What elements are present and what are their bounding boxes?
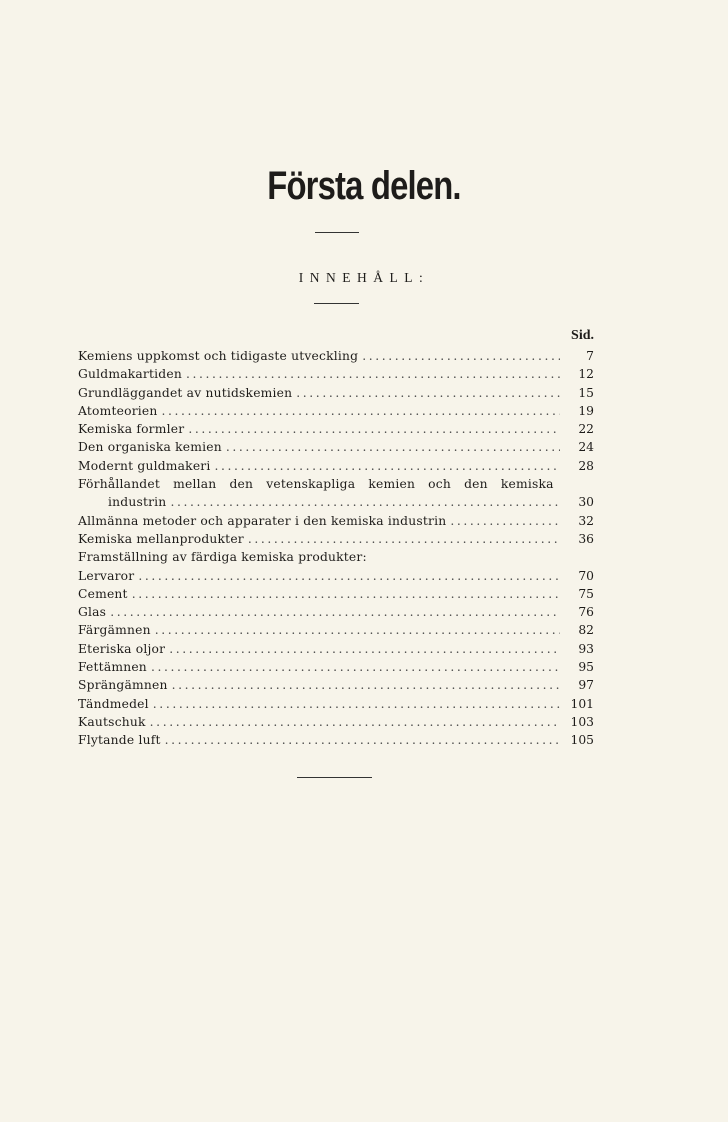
dot-leader: [296, 384, 560, 402]
dot-leader: [188, 420, 560, 438]
dot-leader: [248, 530, 560, 548]
toc-entry: [78, 365, 594, 383]
dot-leader: [226, 438, 560, 456]
toc-entry-page: 103: [570, 714, 594, 729]
toc-entry: [78, 713, 594, 731]
table-of-contents: [78, 328, 594, 750]
toc-entry: [78, 585, 594, 603]
toc-entry-page: 28: [578, 458, 594, 473]
toc-entry: [78, 384, 594, 402]
toc-entry-title: Förhållandet mellan den vetenskapliga kemien och den kemiska: [78, 477, 554, 492]
toc-entry-page: 15: [578, 385, 594, 400]
dot-leader: [162, 402, 561, 420]
dot-leader: [362, 347, 560, 365]
toc-entry-page: 70: [578, 568, 594, 583]
toc-entry-title: Glas: [78, 605, 107, 620]
toc-entry-page: 95: [578, 660, 594, 675]
toc-entry: [78, 640, 594, 658]
toc-entry: [78, 493, 594, 511]
toc-entry: [78, 731, 594, 749]
dot-leader: [450, 512, 560, 530]
dot-leader: [110, 603, 560, 621]
toc-entry-page: 101: [570, 696, 594, 711]
toc-entry: [78, 603, 594, 621]
toc-entry-title: Kemiens uppkomst och tidigaste utveckling: [78, 349, 359, 363]
toc-entry: [78, 457, 594, 475]
toc-entry-page: 36: [578, 531, 594, 546]
toc-entry-title: Atomteorien: [78, 403, 158, 418]
dot-leader: [371, 548, 560, 566]
toc-entry-title: Sprängämnen: [78, 678, 168, 693]
toc-entry-page: [560, 548, 594, 566]
dot-leader: [172, 676, 560, 694]
toc-entry-title: Guldmakartiden: [78, 367, 182, 382]
toc-entry-page: 12: [578, 367, 594, 382]
toc-entry-title: Modernt guldmakeri: [78, 458, 211, 473]
dot-leader: [132, 585, 560, 603]
dot-leader: [165, 731, 560, 749]
divider-top: [315, 232, 359, 233]
toc-entry: [78, 530, 594, 548]
toc-entry-page: 30: [578, 495, 594, 510]
dot-leader: [151, 658, 560, 676]
toc-entry-page: 32: [578, 513, 594, 528]
toc-entry-page: 93: [578, 641, 594, 656]
toc-entry: [78, 695, 594, 713]
dot-leader: [169, 640, 560, 658]
dot-leader: [215, 457, 560, 475]
dot-leader: [155, 621, 560, 639]
toc-entry-page: 75: [578, 586, 594, 601]
toc-entry-title: Grundläggandet av nutidskemien: [78, 385, 293, 400]
toc-entry-title: Lervaror: [78, 568, 135, 583]
toc-entry-page: 24: [578, 440, 594, 455]
toc-entry-page: 22: [578, 422, 594, 437]
toc-entry: [78, 548, 594, 566]
page-column-label: Sid.: [571, 328, 594, 343]
dot-leader: [170, 493, 560, 511]
toc-entry-page: 76: [578, 605, 594, 620]
toc-entry-title: Färgämnen: [78, 623, 151, 638]
toc-entry: [78, 621, 594, 639]
toc-entry-page: 19: [578, 403, 594, 418]
dot-leader: [186, 365, 560, 383]
toc-entry-title: Fettämnen: [78, 660, 147, 675]
dot-leader: [153, 695, 560, 713]
toc-entry: [78, 420, 594, 438]
toc-entry-title: Framställning av färdiga kemiska produkter:: [78, 550, 367, 565]
toc-entry: [78, 658, 594, 676]
toc-entry-page: 97: [578, 678, 594, 693]
toc-entry: [78, 676, 594, 694]
toc-entry-page: 7: [586, 349, 594, 363]
toc-entry-page: 105: [570, 733, 594, 748]
dot-leader: [138, 567, 560, 585]
toc-entry: [78, 567, 594, 585]
toc-entry-title: Allmänna metoder och apparater i den kemiska industrin: [78, 513, 447, 528]
toc-entry-title: industrin: [108, 495, 167, 510]
toc-entry: [78, 512, 594, 530]
page-title: Första delen.: [267, 164, 461, 208]
toc-entry-title: Kemiska formler: [78, 422, 185, 437]
toc-entry-title: Tändmedel: [78, 696, 149, 711]
toc-entry: [78, 438, 594, 456]
toc-entry-title: Eteriska oljor: [78, 641, 166, 656]
toc-entry: [78, 347, 594, 365]
contents-heading: INNEHÅLL:: [298, 270, 430, 285]
toc-entry-title: Cement: [78, 586, 128, 601]
toc-entry: [78, 475, 594, 493]
toc-entry-page: 82: [578, 623, 594, 638]
toc-entry-title: Kemiska mellanprodukter: [78, 531, 244, 546]
divider-bottom: [297, 777, 372, 778]
toc-entry-title: Den organiska kemien: [78, 440, 222, 455]
toc-entry-title: Flytande luft: [78, 733, 161, 748]
toc-entry-title: Kautschuk: [78, 714, 146, 729]
toc-entry-page: [560, 475, 594, 493]
dot-leader: [150, 713, 560, 731]
divider-middle: [314, 303, 359, 304]
toc-entry: [78, 402, 594, 420]
